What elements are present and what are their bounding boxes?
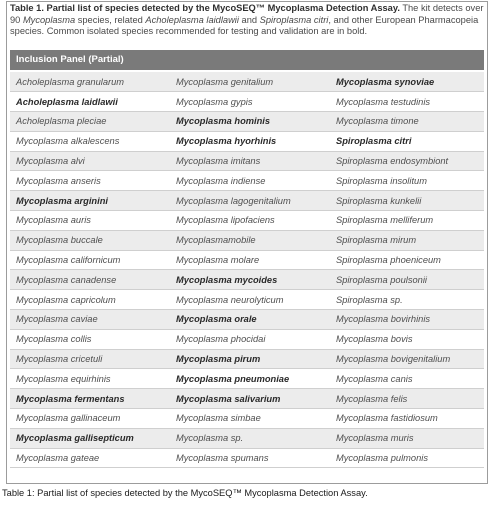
species-cell: Mycoplasma gypis <box>170 92 330 112</box>
species-cell: Acholeplasma laidlawii <box>10 92 170 112</box>
species-cell: Mycoplasma timone <box>330 112 484 132</box>
species-cell: Mycoplasma cricetuli <box>10 349 170 369</box>
table-title: Table 1. Partial list of species detected by the MycoSEQ™ Mycoplasma Detection Assay. <box>10 3 400 13</box>
species-cell: Mycoplasma lipofaciens <box>170 211 330 231</box>
species-cell: Mycoplasma gallinaceum <box>10 409 170 429</box>
table-row <box>10 409 484 429</box>
species-cell: Mycoplasma pulmonis <box>330 448 484 468</box>
species-cell: Mycoplasma gateae <box>10 448 170 468</box>
species-cell: Mycoplasma fermentans <box>10 389 170 409</box>
species-cell: Mycoplasma testudinis <box>330 92 484 112</box>
species-cell: Mycoplasma hominis <box>170 112 330 132</box>
species-cell: Mycoplasma capricolum <box>10 290 170 310</box>
intro-genus: Mycoplasma <box>22 14 76 25</box>
species-cell: Mycoplasma felis <box>330 389 484 409</box>
species-cell: Mycoplasma genitalium <box>170 72 330 92</box>
table-row <box>10 191 484 211</box>
species-cell: Spiroplasma endosymbiont <box>330 151 484 171</box>
table-figure <box>6 1 488 484</box>
species-cell: Mycoplasma bovis <box>330 329 484 349</box>
table-row <box>10 250 484 270</box>
table-row <box>10 112 484 132</box>
species-cell: Spiroplasma sp. <box>330 290 484 310</box>
table-row <box>10 151 484 171</box>
species-table <box>10 72 484 468</box>
species-cell: Mycoplasma collis <box>10 329 170 349</box>
species-cell: Mycoplasma phocidai <box>170 329 330 349</box>
intro-text-2: species, related <box>75 14 146 25</box>
species-cell: Spiroplasma insolitum <box>330 171 484 191</box>
species-cell: Mycoplasma neurolyticum <box>170 290 330 310</box>
species-cell: Mycoplasma salivarium <box>170 389 330 409</box>
table-intro <box>10 3 484 38</box>
species-cell: Mycoplasma lagogenitalium <box>170 191 330 211</box>
species-cell: Mycoplasma canadense <box>10 270 170 290</box>
intro-spiroplasma: Spiroplasma citri <box>259 14 329 25</box>
species-cell: Mycoplasma alvi <box>10 151 170 171</box>
species-cell: Mycoplasma equirhinis <box>10 369 170 389</box>
species-cell: Mycoplasma simbae <box>170 409 330 429</box>
intro-text-3: and <box>238 14 260 25</box>
species-cell: Mycoplasma pirum <box>170 349 330 369</box>
figure-caption: Table 1: Partial list of species detected by the MycoSEQ™ Mycoplasma Detection Assay. <box>2 488 368 498</box>
intro-text-1: The kit detects over 90 <box>10 3 484 25</box>
species-cell: Mycoplasma indiense <box>170 171 330 191</box>
species-cell: Spiroplasma mirum <box>330 230 484 250</box>
species-cell: Mycoplasma arginini <box>10 191 170 211</box>
species-cell: Mycoplasma mycoides <box>170 270 330 290</box>
table-row <box>10 448 484 468</box>
species-cell: Mycoplasma molare <box>170 250 330 270</box>
species-cell: Spiroplasma phoeniceum <box>330 250 484 270</box>
table-row <box>10 270 484 290</box>
species-cell: Mycoplasmamobile <box>170 230 330 250</box>
species-cell: Mycoplasma anseris <box>10 171 170 191</box>
species-cell: Mycoplasma buccale <box>10 230 170 250</box>
species-cell: Mycoplasma sp. <box>170 428 330 448</box>
intro-acholeplasma: Acholeplasma laidlawii <box>145 14 239 25</box>
intro-text-4: , and other European Pharmacopeia species. Common isolated species recommended for testing and validation are in bold. <box>10 14 479 37</box>
table-row <box>10 171 484 191</box>
table-row <box>10 230 484 250</box>
species-cell: Acholeplasma pleciae <box>10 112 170 132</box>
species-cell: Spiroplasma kunkelii <box>330 191 484 211</box>
species-cell: Mycoplasma bovirhinis <box>330 310 484 330</box>
table-row <box>10 211 484 231</box>
table-row <box>10 369 484 389</box>
table-row <box>10 428 484 448</box>
species-cell: Spiroplasma poulsonii <box>330 270 484 290</box>
species-cell: Mycoplasma imitans <box>170 151 330 171</box>
panel-header: Inclusion Panel (Partial) <box>10 50 484 70</box>
species-cell: Mycoplasma alkalescens <box>10 131 170 151</box>
species-cell: Mycoplasma auris <box>10 211 170 231</box>
table-row <box>10 349 484 369</box>
species-cell: Mycoplasma fastidiosum <box>330 409 484 429</box>
species-cell: Mycoplasma orale <box>170 310 330 330</box>
species-cell: Mycoplasma muris <box>330 428 484 448</box>
species-cell: Mycoplasma hyorhinis <box>170 131 330 151</box>
species-cell: Mycoplasma caviae <box>10 310 170 330</box>
table-row <box>10 310 484 330</box>
table-row <box>10 290 484 310</box>
table-row <box>10 131 484 151</box>
species-cell: Mycoplasma gallisepticum <box>10 428 170 448</box>
species-cell: Spiroplasma citri <box>330 131 484 151</box>
table-row <box>10 329 484 349</box>
species-cell: Mycoplasma pneumoniae <box>170 369 330 389</box>
table-row <box>10 389 484 409</box>
species-cell: Mycoplasma canis <box>330 369 484 389</box>
species-table-body <box>10 72 484 468</box>
species-cell: Mycoplasma spumans <box>170 448 330 468</box>
species-cell: Mycoplasma bovigenitalium <box>330 349 484 369</box>
species-cell: Spiroplasma melliferum <box>330 211 484 231</box>
species-cell: Acholeplasma granularum <box>10 72 170 92</box>
table-row <box>10 72 484 92</box>
species-cell: Mycoplasma californicum <box>10 250 170 270</box>
table-row <box>10 92 484 112</box>
species-cell: Mycoplasma synoviae <box>330 72 484 92</box>
